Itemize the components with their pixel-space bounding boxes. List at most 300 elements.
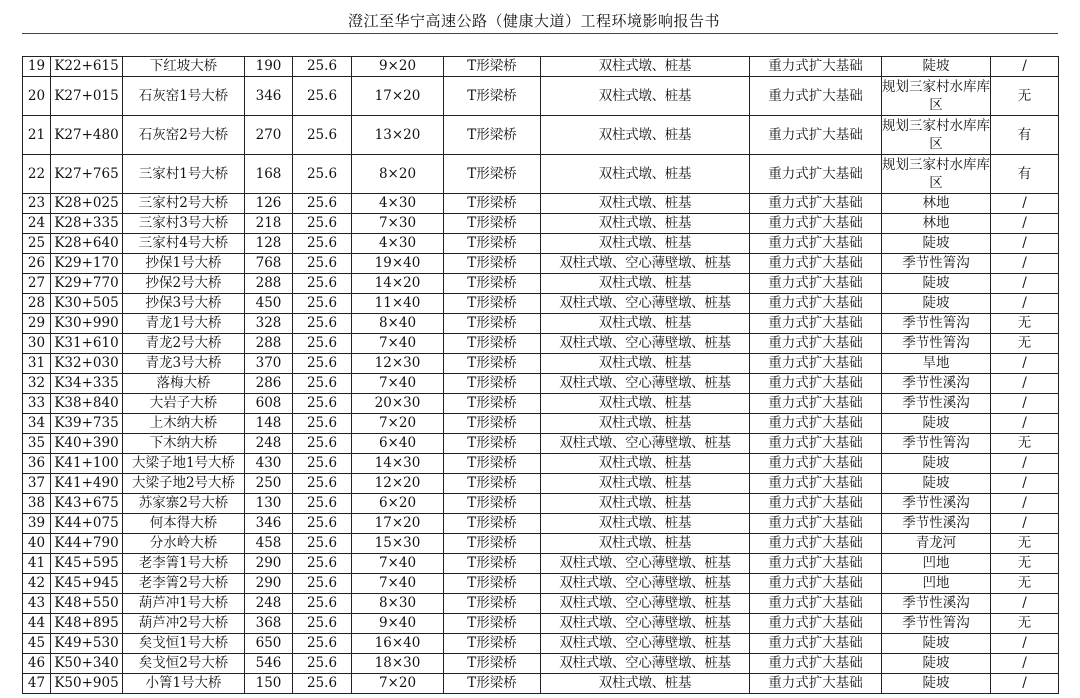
span-cell: 17×20 [352,77,444,116]
structure-type-cell: T形梁桥 [444,294,541,314]
table-body [23,57,1059,694]
length-cell: 458 [245,534,293,554]
station-cell: K41+490 [51,474,123,494]
water-body-cell: 无 [991,554,1059,574]
station-cell: K28+025 [51,194,123,214]
water-body-cell: / [991,354,1059,374]
table-row [23,274,1059,294]
width-cell: 25.6 [293,654,352,674]
crossing-feature-cell: 林地 [882,214,991,234]
station-cell: K28+640 [51,234,123,254]
length-cell: 450 [245,294,293,314]
water-body-cell: / [991,514,1059,534]
crossing-feature-cell: 陡坡 [882,654,991,674]
width-cell: 25.6 [293,254,352,274]
bridge-name-cell: 抄保1号大桥 [123,254,245,274]
width-cell: 25.6 [293,116,352,155]
row-number-cell: 33 [23,394,51,414]
table-row [23,394,1059,414]
bridge-name-cell: 三家村2号大桥 [123,194,245,214]
water-body-cell: 无 [991,434,1059,454]
row-number-cell: 46 [23,654,51,674]
station-cell: K50+905 [51,674,123,694]
crossing-feature-cell: 凹地 [882,554,991,574]
row-number-cell: 44 [23,614,51,634]
pier-type-cell: 双柱式墩、空心薄壁墩、桩基 [541,254,750,274]
crossing-feature-cell: 陡坡 [882,454,991,474]
page-header [22,0,1058,34]
water-body-cell: / [991,254,1059,274]
crossing-feature-cell: 季节性箐沟 [882,314,991,334]
span-cell: 12×20 [352,474,444,494]
length-cell: 288 [245,274,293,294]
span-cell: 20×30 [352,394,444,414]
structure-type-cell: T形梁桥 [444,77,541,116]
bridge-name-cell: 葫芦冲2号大桥 [123,614,245,634]
width-cell: 25.6 [293,77,352,116]
row-number-cell: 34 [23,414,51,434]
structure-type-cell: T形梁桥 [444,574,541,594]
length-cell: 288 [245,334,293,354]
span-cell: 8×20 [352,155,444,194]
pier-type-cell: 双柱式墩、桩基 [541,494,750,514]
row-number-cell: 22 [23,155,51,194]
structure-type-cell: T形梁桥 [444,274,541,294]
row-number-cell: 40 [23,534,51,554]
bridge-name-cell: 三家村1号大桥 [123,155,245,194]
length-cell: 368 [245,614,293,634]
length-cell: 290 [245,574,293,594]
station-cell: K44+790 [51,534,123,554]
table-row [23,634,1059,654]
width-cell: 25.6 [293,374,352,394]
structure-type-cell: T形梁桥 [444,334,541,354]
table-row [23,494,1059,514]
pier-type-cell: 双柱式墩、桩基 [541,234,750,254]
bridge-name-cell: 大梁子地2号大桥 [123,474,245,494]
pier-type-cell: 双柱式墩、桩基 [541,155,750,194]
station-cell: K29+770 [51,274,123,294]
width-cell: 25.6 [293,394,352,414]
table-row [23,594,1059,614]
bridge-name-cell: 矣戈恒2号大桥 [123,654,245,674]
station-cell: K41+100 [51,454,123,474]
length-cell: 290 [245,554,293,574]
bridge-name-cell: 抄保3号大桥 [123,294,245,314]
water-body-cell: 有 [991,116,1059,155]
length-cell: 650 [245,634,293,654]
width-cell: 25.6 [293,534,352,554]
abutment-type-cell: 重力式扩大基础 [750,394,882,414]
abutment-type-cell: 重力式扩大基础 [750,254,882,274]
span-cell: 19×40 [352,254,444,274]
water-body-cell: / [991,234,1059,254]
length-cell: 250 [245,474,293,494]
abutment-type-cell: 重力式扩大基础 [750,155,882,194]
water-body-cell: / [991,294,1059,314]
bridge-name-cell: 青龙2号大桥 [123,334,245,354]
row-number-cell: 38 [23,494,51,514]
width-cell: 25.6 [293,514,352,534]
structure-type-cell: T形梁桥 [444,614,541,634]
structure-type-cell: T形梁桥 [444,116,541,155]
crossing-feature-cell: 凹地 [882,574,991,594]
span-cell: 4×30 [352,194,444,214]
station-cell: K32+030 [51,354,123,374]
station-cell: K48+895 [51,614,123,634]
length-cell: 150 [245,674,293,694]
station-cell: K38+840 [51,394,123,414]
width-cell: 25.6 [293,155,352,194]
length-cell: 608 [245,394,293,414]
row-number-cell: 35 [23,434,51,454]
row-number-cell: 47 [23,674,51,694]
length-cell: 430 [245,454,293,474]
structure-type-cell: T形梁桥 [444,634,541,654]
table-row [23,654,1059,674]
table-row [23,554,1059,574]
pier-type-cell: 双柱式墩、空心薄壁墩、桩基 [541,614,750,634]
structure-type-cell: T形梁桥 [444,194,541,214]
span-cell: 7×20 [352,414,444,434]
row-number-cell: 42 [23,574,51,594]
crossing-feature-cell: 旱地 [882,354,991,374]
row-number-cell: 45 [23,634,51,654]
pier-type-cell: 双柱式墩、空心薄壁墩、桩基 [541,334,750,354]
water-body-cell: / [991,474,1059,494]
pier-type-cell: 双柱式墩、桩基 [541,394,750,414]
station-cell: K27+015 [51,77,123,116]
length-cell: 370 [245,354,293,374]
station-cell: K31+610 [51,334,123,354]
bridge-name-cell: 青龙1号大桥 [123,314,245,334]
span-cell: 16×40 [352,634,444,654]
length-cell: 248 [245,434,293,454]
bridge-name-cell: 上木纳大桥 [123,414,245,434]
abutment-type-cell: 重力式扩大基础 [750,454,882,474]
structure-type-cell: T形梁桥 [444,554,541,574]
abutment-type-cell: 重力式扩大基础 [750,674,882,694]
table-row [23,454,1059,474]
bridge-name-cell: 何本得大桥 [123,514,245,534]
station-cell: K22+615 [51,57,123,77]
length-cell: 148 [245,414,293,434]
structure-type-cell: T形梁桥 [444,314,541,334]
document-title: 澄江至华宁高速公路（健康大道）工程环境影响报告书 [347,12,720,30]
crossing-feature-cell: 季节性溪沟 [882,394,991,414]
crossing-feature-cell: 季节性箐沟 [882,434,991,454]
pier-type-cell: 双柱式墩、桩基 [541,474,750,494]
pier-type-cell: 双柱式墩、空心薄壁墩、桩基 [541,594,750,614]
pier-type-cell: 双柱式墩、桩基 [541,314,750,334]
water-body-cell: / [991,214,1059,234]
abutment-type-cell: 重力式扩大基础 [750,334,882,354]
table-row [23,254,1059,274]
pier-type-cell: 双柱式墩、桩基 [541,534,750,554]
span-cell: 7×40 [352,554,444,574]
crossing-feature-cell: 季节性溪沟 [882,514,991,534]
water-body-cell: / [991,454,1059,474]
structure-type-cell: T形梁桥 [444,494,541,514]
abutment-type-cell: 重力式扩大基础 [750,274,882,294]
width-cell: 25.6 [293,634,352,654]
row-number-cell: 27 [23,274,51,294]
bridge-name-cell: 苏家寨2号大桥 [123,494,245,514]
bridge-name-cell: 大梁子地1号大桥 [123,454,245,474]
station-cell: K45+945 [51,574,123,594]
width-cell: 25.6 [293,454,352,474]
abutment-type-cell: 重力式扩大基础 [750,116,882,155]
abutment-type-cell: 重力式扩大基础 [750,234,882,254]
width-cell: 25.6 [293,234,352,254]
length-cell: 346 [245,77,293,116]
station-cell: K30+990 [51,314,123,334]
bridge-name-cell: 抄保2号大桥 [123,274,245,294]
bridge-name-cell: 下红坡大桥 [123,57,245,77]
pier-type-cell: 双柱式墩、桩基 [541,194,750,214]
pier-type-cell: 双柱式墩、空心薄壁墩、桩基 [541,574,750,594]
row-number-cell: 39 [23,514,51,534]
width-cell: 25.6 [293,594,352,614]
table-row [23,116,1059,155]
bridge-name-cell: 下木纳大桥 [123,434,245,454]
water-body-cell: / [991,634,1059,654]
table-row [23,674,1059,694]
pier-type-cell: 双柱式墩、桩基 [541,454,750,474]
table-row [23,614,1059,634]
abutment-type-cell: 重力式扩大基础 [750,374,882,394]
structure-type-cell: T形梁桥 [444,234,541,254]
span-cell: 4×30 [352,234,444,254]
bridge-name-cell: 大岩子大桥 [123,394,245,414]
bridge-name-cell: 老李箐1号大桥 [123,554,245,574]
water-body-cell: / [991,194,1059,214]
table-row [23,534,1059,554]
water-body-cell: / [991,594,1059,614]
width-cell: 25.6 [293,57,352,77]
structure-type-cell: T形梁桥 [444,594,541,614]
row-number-cell: 43 [23,594,51,614]
span-cell: 12×30 [352,354,444,374]
structure-type-cell: T形梁桥 [444,454,541,474]
structure-type-cell: T形梁桥 [444,354,541,374]
crossing-feature-cell: 规划三家村水库库区 [882,116,991,155]
crossing-feature-cell: 规划三家村水库库区 [882,77,991,116]
span-cell: 8×30 [352,594,444,614]
water-body-cell: 无 [991,574,1059,594]
pier-type-cell: 双柱式墩、空心薄壁墩、桩基 [541,554,750,574]
table-row [23,155,1059,194]
bridge-name-cell: 三家村3号大桥 [123,214,245,234]
structure-type-cell: T形梁桥 [444,414,541,434]
abutment-type-cell: 重力式扩大基础 [750,194,882,214]
span-cell: 14×20 [352,274,444,294]
bridge-name-cell: 石灰窑2号大桥 [123,116,245,155]
structure-type-cell: T形梁桥 [444,514,541,534]
span-cell: 7×20 [352,674,444,694]
width-cell: 25.6 [293,434,352,454]
table-row [23,294,1059,314]
bridge-name-cell: 青龙3号大桥 [123,354,245,374]
bridge-table [22,56,1059,694]
pier-type-cell: 双柱式墩、桩基 [541,214,750,234]
crossing-feature-cell: 季节性箐沟 [882,334,991,354]
span-cell: 14×30 [352,454,444,474]
structure-type-cell: T形梁桥 [444,214,541,234]
structure-type-cell: T形梁桥 [444,374,541,394]
crossing-feature-cell: 陡坡 [882,634,991,654]
length-cell: 286 [245,374,293,394]
length-cell: 346 [245,514,293,534]
crossing-feature-cell: 陡坡 [882,674,991,694]
width-cell: 25.6 [293,194,352,214]
width-cell: 25.6 [293,354,352,374]
bridge-name-cell: 落梅大桥 [123,374,245,394]
table-row [23,314,1059,334]
length-cell: 328 [245,314,293,334]
pier-type-cell: 双柱式墩、空心薄壁墩、桩基 [541,654,750,674]
abutment-type-cell: 重力式扩大基础 [750,294,882,314]
length-cell: 218 [245,214,293,234]
water-body-cell: 无 [991,534,1059,554]
pier-type-cell: 双柱式墩、桩基 [541,274,750,294]
crossing-feature-cell: 规划三家村水库库区 [882,155,991,194]
station-cell: K39+735 [51,414,123,434]
structure-type-cell: T形梁桥 [444,474,541,494]
length-cell: 546 [245,654,293,674]
structure-type-cell: T形梁桥 [444,534,541,554]
span-cell: 18×30 [352,654,444,674]
abutment-type-cell: 重力式扩大基础 [750,534,882,554]
span-cell: 9×40 [352,614,444,634]
pier-type-cell: 双柱式墩、桩基 [541,77,750,116]
crossing-feature-cell: 陡坡 [882,294,991,314]
table-row [23,234,1059,254]
table-row [23,514,1059,534]
abutment-type-cell: 重力式扩大基础 [750,354,882,374]
water-body-cell: / [991,494,1059,514]
water-body-cell: 无 [991,614,1059,634]
pier-type-cell: 双柱式墩、空心薄壁墩、桩基 [541,374,750,394]
bridge-name-cell: 石灰窑1号大桥 [123,77,245,116]
crossing-feature-cell: 季节性溪沟 [882,374,991,394]
row-number-cell: 29 [23,314,51,334]
abutment-type-cell: 重力式扩大基础 [750,314,882,334]
row-number-cell: 32 [23,374,51,394]
span-cell: 7×40 [352,574,444,594]
length-cell: 190 [245,57,293,77]
row-number-cell: 19 [23,57,51,77]
bridge-name-cell: 矣戈恒1号大桥 [123,634,245,654]
abutment-type-cell: 重力式扩大基础 [750,414,882,434]
table-row [23,374,1059,394]
station-cell: K50+340 [51,654,123,674]
station-cell: K34+335 [51,374,123,394]
span-cell: 15×30 [352,534,444,554]
abutment-type-cell: 重力式扩大基础 [750,594,882,614]
bridge-name-cell: 老李箐2号大桥 [123,574,245,594]
span-cell: 7×40 [352,334,444,354]
bridge-name-cell: 三家村4号大桥 [123,234,245,254]
width-cell: 25.6 [293,614,352,634]
span-cell: 11×40 [352,294,444,314]
span-cell: 9×20 [352,57,444,77]
crossing-feature-cell: 季节性箐沟 [882,614,991,634]
length-cell: 128 [245,234,293,254]
crossing-feature-cell: 陡坡 [882,474,991,494]
pier-type-cell: 双柱式墩、桩基 [541,414,750,434]
station-cell: K30+505 [51,294,123,314]
width-cell: 25.6 [293,574,352,594]
structure-type-cell: T形梁桥 [444,654,541,674]
width-cell: 25.6 [293,214,352,234]
abutment-type-cell: 重力式扩大基础 [750,214,882,234]
bridge-name-cell: 分水岭大桥 [123,534,245,554]
table-row [23,77,1059,116]
crossing-feature-cell: 青龙河 [882,534,991,554]
station-cell: K44+075 [51,514,123,534]
station-cell: K28+335 [51,214,123,234]
crossing-feature-cell: 季节性溪沟 [882,494,991,514]
water-body-cell: 无 [991,77,1059,116]
length-cell: 126 [245,194,293,214]
water-body-cell: / [991,274,1059,294]
width-cell: 25.6 [293,494,352,514]
structure-type-cell: T形梁桥 [444,394,541,414]
pier-type-cell: 双柱式墩、空心薄壁墩、桩基 [541,434,750,454]
water-body-cell: / [991,374,1059,394]
length-cell: 168 [245,155,293,194]
abutment-type-cell: 重力式扩大基础 [750,474,882,494]
structure-type-cell: T形梁桥 [444,57,541,77]
pier-type-cell: 双柱式墩、桩基 [541,354,750,374]
pier-type-cell: 双柱式墩、空心薄壁墩、桩基 [541,634,750,654]
structure-type-cell: T形梁桥 [444,674,541,694]
abutment-type-cell: 重力式扩大基础 [750,77,882,116]
span-cell: 7×30 [352,214,444,234]
station-cell: K29+170 [51,254,123,274]
station-cell: K45+595 [51,554,123,574]
length-cell: 248 [245,594,293,614]
station-cell: K48+550 [51,594,123,614]
crossing-feature-cell: 陡坡 [882,234,991,254]
table-row [23,434,1059,454]
row-number-cell: 28 [23,294,51,314]
width-cell: 25.6 [293,334,352,354]
row-number-cell: 24 [23,214,51,234]
water-body-cell: 无 [991,314,1059,334]
pier-type-cell: 双柱式墩、桩基 [541,57,750,77]
abutment-type-cell: 重力式扩大基础 [750,494,882,514]
water-body-cell: / [991,674,1059,694]
table-row [23,334,1059,354]
abutment-type-cell: 重力式扩大基础 [750,634,882,654]
row-number-cell: 20 [23,77,51,116]
row-number-cell: 25 [23,234,51,254]
row-number-cell: 26 [23,254,51,274]
width-cell: 25.6 [293,274,352,294]
crossing-feature-cell: 陡坡 [882,274,991,294]
span-cell: 13×20 [352,116,444,155]
width-cell: 25.6 [293,414,352,434]
abutment-type-cell: 重力式扩大基础 [750,654,882,674]
crossing-feature-cell: 季节性溪沟 [882,594,991,614]
abutment-type-cell: 重力式扩大基础 [750,57,882,77]
pier-type-cell: 双柱式墩、桩基 [541,514,750,534]
abutment-type-cell: 重力式扩大基础 [750,434,882,454]
width-cell: 25.6 [293,674,352,694]
water-body-cell: / [991,394,1059,414]
